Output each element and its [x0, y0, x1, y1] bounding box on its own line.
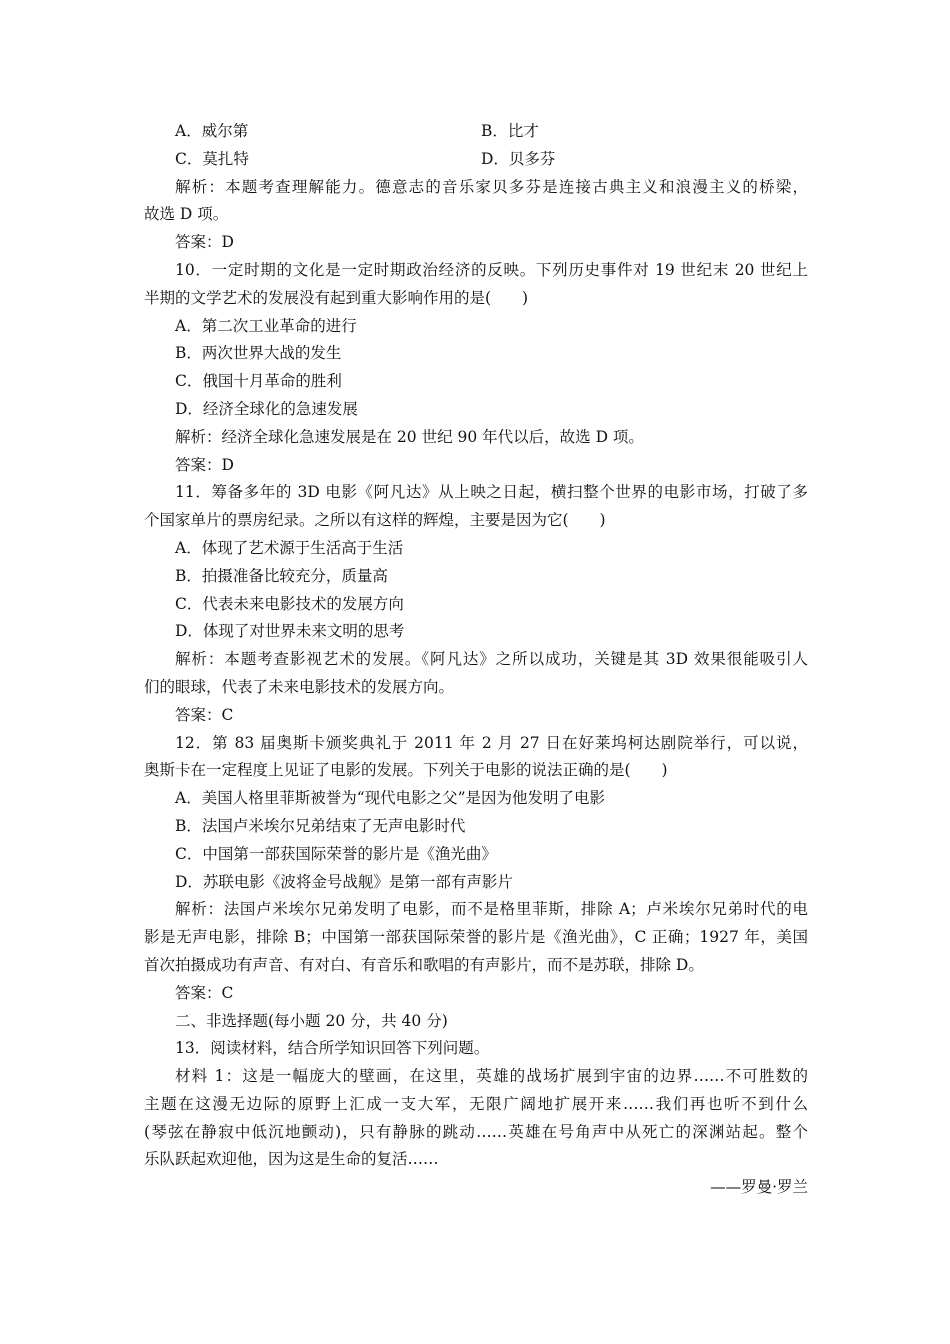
- text-line: A．美国人格里菲斯被誉为“现代电影之父”是因为他发明了电影: [175, 789, 606, 808]
- text-line: C．中国第一部获国际荣誉的影片是《渔光曲》: [175, 844, 497, 863]
- document-page: [144, 118, 808, 1202]
- text-line: 们的眼球，代表了未来电影技术的发展方向。: [144, 677, 455, 696]
- text-line: 12．第 83 届奥斯卡颁奖典礼于 2011 年 2 月 27 日在好莱坞柯达剧院举行，可以说，: [175, 733, 808, 752]
- option-right: B．比才: [481, 122, 539, 140]
- text-line: 答案：D: [175, 455, 234, 474]
- text-line: C．代表未来电影技术的发展方向: [175, 594, 404, 613]
- option-row: [144, 118, 808, 146]
- option-left: A．威尔第: [175, 122, 249, 140]
- text-line: 13．阅读材料，结合所学知识回答下列问题。: [175, 1039, 490, 1058]
- text-line: 个国家单片的票房纪录。之所以有这样的辉煌，主要是因为它( ): [144, 511, 606, 530]
- text-line: 答案：C: [175, 705, 234, 724]
- text-line: A．体现了艺术源于生活高于生活: [175, 538, 404, 557]
- option-row: [144, 146, 808, 174]
- text-line: (琴弦在静寂中低沉地颤动)，只有静脉的跳动……英雄在号角声中从死亡的深渊站起。整个: [144, 1122, 808, 1141]
- text-line: B．两次世界大战的发生: [175, 344, 342, 363]
- attribution-line: ——罗曼·罗兰: [710, 1178, 808, 1197]
- text-line: D．经济全球化的急速发展: [175, 399, 358, 418]
- option-right: D．贝多芬: [481, 149, 556, 168]
- text-line: 解析：经济全球化急速发展是在 20 世纪 90 年代以后，故选 D 项。: [175, 427, 644, 446]
- option-left: C．莫扎特: [175, 149, 249, 168]
- text-line: 乐队跃起欢迎他，因为这是生命的复活……: [144, 1150, 439, 1169]
- text-line: 解析：法国卢米埃尔兄弟发明了电影，而不是格里菲斯，排除 A；卢米埃尔兄弟时代的电: [175, 900, 808, 919]
- text-line: 10．一定时期的文化是一定时期政治经济的反映。下列历史事件对 19 世纪末 20 世纪上: [175, 260, 808, 279]
- text-line: 材料 1：这是一幅庞大的壁画，在这里，英雄的战场扩展到宇宙的边界……不可胜数的: [175, 1067, 808, 1086]
- text-line: D．体现了对世界未来文明的思考: [175, 622, 405, 641]
- text-line: B．拍摄准备比较充分，质量高: [175, 566, 388, 585]
- text-line: 解析：本题考查理解能力。德意志的音乐家贝多芬是连接古典主义和浪漫主义的桥梁，: [175, 177, 808, 196]
- text-line: 首次拍摄成功有声音、有对白、有音乐和歌唱的有声影片，而不是苏联，排除 D。: [144, 955, 704, 974]
- text-line: 答案：D: [175, 233, 234, 252]
- text-line: A．第二次工业革命的进行: [175, 316, 357, 335]
- text-line: C．俄国十月革命的胜利: [175, 372, 342, 391]
- text-line: B．法国卢米埃尔兄弟结束了无声电影时代: [175, 816, 466, 835]
- text-line: 解析：本题考查影视艺术的发展。《阿凡达》之所以成功，关键是其 3D 效果很能吸引人: [175, 650, 808, 669]
- text-line: 主题在这漫无边际的原野上汇成一支大军，无限广阔地扩展开来……我们再也听不到什么: [144, 1094, 808, 1113]
- text-line: 答案：C: [175, 983, 234, 1002]
- text-line: 故选 D 项。: [144, 205, 229, 224]
- text-line: D．苏联电影《波将金号战舰》是第一部有声影片: [175, 872, 513, 891]
- text-line: 半期的文学艺术的发展没有起到重大影响作用的是( ): [144, 288, 529, 307]
- text-line: 影是无声电影，排除 B；中国第一部获国际荣誉的影片是《渔光曲》，C 正确；1927 年，美国: [144, 928, 808, 947]
- text-line: 奥斯卡在一定程度上见证了电影的发展。下列关于电影的说法正确的是( ): [144, 761, 668, 780]
- text-line: 二、非选择题(每小题 20 分，共 40 分): [175, 1011, 448, 1030]
- text-line: 11．筹备多年的 3D 电影《阿凡达》从上映之日起，横扫整个世界的电影市场，打破了多: [175, 483, 808, 502]
